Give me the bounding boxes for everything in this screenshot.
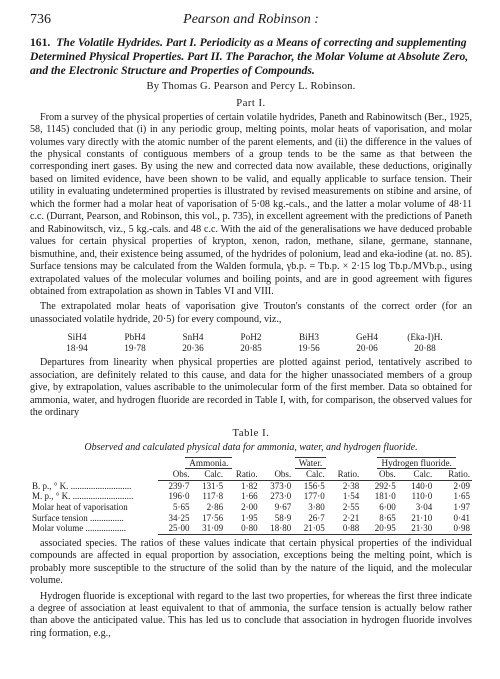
row-label: M. p., ° K. ...........................	[32, 491, 134, 502]
group-header: Hydrogen fluoride.	[361, 457, 472, 470]
trouton-compound: GeH4	[356, 332, 378, 343]
table-cell: 18·80	[260, 523, 294, 534]
trouton-item	[343, 332, 391, 354]
table-row	[30, 502, 472, 513]
table-row	[30, 513, 472, 524]
trouton-value: 19·56	[298, 343, 320, 354]
table-body	[30, 480, 472, 534]
table-cell: 25·00	[158, 523, 192, 534]
group-header: Water.	[260, 457, 362, 470]
table-subtitle: Observed and calculated physical data for ammonia, water, and hydrogen fluoride.	[84, 441, 418, 453]
row-label: Molar heat of vaporisation	[32, 501, 128, 512]
paragraph: Departures from linearity when physical properties are plotted against period, tentatively ascribed to association, are definitely related to this cause, and data for the higher unassociated members of a group give, by extrapolation, values ascribable to the unimolecular form of the first member. Data so obtained for ammonia, water, and hydrogen fluoride are recorded in Table I, with, for comparison, the observed values for the ordinary	[30, 357, 472, 419]
table-cell: 20·95	[361, 523, 397, 534]
table-cell: 239·7	[168, 480, 190, 491]
table-cell: 21·10	[411, 512, 433, 523]
table-cell: 17·56	[202, 512, 224, 523]
trouton-item	[111, 332, 159, 354]
table-cell: 131·5	[202, 480, 224, 491]
trouton-value: 20·88	[414, 343, 436, 354]
paragraph: The extrapolated molar heats of vaporisation give Trouton's constants of the correct order (for an unassociated volatile hydride, 20·5) for every compound, viz.,	[30, 301, 472, 325]
table-cell: 0·80	[225, 523, 260, 534]
table-cell: 3·80	[308, 501, 325, 512]
column-header: Ratio.	[327, 469, 362, 480]
running-title: Pearson and Robinson :	[183, 12, 319, 27]
trouton-compound: BiH3	[299, 332, 319, 343]
table-cell: 3·04	[415, 501, 433, 512]
column-header: Calc.	[293, 469, 327, 480]
table-cell: 140·0	[411, 480, 433, 491]
trouton-value: 19·78	[124, 343, 146, 354]
table-row	[30, 491, 472, 502]
paragraph: Hydrogen fluoride is exceptional with regard to the last two properties, for whereas the first three indicate a degree of association at least equivalent to that of ammonia, the surface tension is actually below rather than above the anticipated value. This has led us to conclude that association in hydrogen fluoride involves ring formation, e.g.,	[30, 590, 472, 639]
trouton-value: 20·36	[182, 343, 204, 354]
table-cell: 8·65	[379, 512, 396, 523]
column-header: Calc.	[398, 469, 434, 480]
table-cell: 0·98	[434, 523, 472, 534]
trouton-compound: SnH4	[182, 332, 204, 343]
column-header: Obs.	[260, 469, 294, 480]
column-header: Ratio.	[225, 469, 260, 480]
table-cell: 2·38	[342, 480, 360, 491]
column-header: Ratio.	[434, 469, 472, 480]
table-row	[30, 523, 472, 534]
table-cell: 21·05	[293, 523, 327, 534]
table-cell: 34·25	[168, 512, 190, 523]
table-cell: 2·55	[342, 501, 360, 512]
table-cell: 2·00	[241, 501, 258, 512]
article-number: 161.	[30, 36, 51, 49]
trouton-value: 20·85	[240, 343, 262, 354]
table-row	[30, 480, 472, 491]
table-cell: 1·54	[342, 491, 360, 502]
table-cell: 177·0	[303, 491, 325, 502]
trouton-compound: PoH2	[240, 332, 262, 343]
table-cell: 5·65	[173, 501, 190, 512]
row-label: Molar volume ..................	[32, 523, 126, 534]
trouton-compound: PbH4	[124, 332, 146, 343]
table-cell: 58·9	[274, 512, 292, 523]
table-cell: 196·0	[168, 491, 190, 502]
trouton-compound: (Eka-I)H.	[407, 332, 443, 343]
table-cell: 156·5	[303, 480, 325, 491]
trouton-value: 18·94	[66, 343, 88, 354]
group-header: Ammonia.	[158, 457, 260, 470]
trouton-item	[285, 332, 333, 354]
table-group-header	[30, 457, 472, 470]
data-table	[30, 457, 472, 535]
table-caption: Table I.	[232, 427, 270, 439]
table-cell: 181·0	[374, 491, 396, 502]
table-cell: 9·67	[274, 501, 292, 512]
trouton-constants-row	[30, 332, 472, 354]
table-cell: 373·0	[270, 480, 292, 491]
table-cell: 1·65	[453, 491, 470, 502]
table-cell: 110·0	[411, 491, 433, 502]
table-cell: 292·5	[374, 480, 396, 491]
page	[30, 12, 472, 640]
trouton-item	[401, 332, 449, 354]
trouton-compound: SiH4	[67, 332, 87, 343]
trouton-value: 20·06	[356, 343, 378, 354]
table-cell: 1·95	[241, 512, 258, 523]
trouton-item	[53, 332, 101, 354]
running-header	[30, 12, 472, 34]
table-cell: 2·09	[453, 480, 470, 491]
table-cell: 0·41	[453, 512, 470, 523]
column-header: Obs.	[361, 469, 397, 480]
column-header: Obs.	[158, 469, 192, 480]
row-label: Surface tension ...............	[32, 512, 124, 523]
table-cell: 1·97	[453, 501, 470, 512]
trouton-item	[227, 332, 275, 354]
row-label: B. p., ° K. ...........................	[32, 480, 132, 491]
article-title-block	[30, 36, 472, 79]
table-cell: 21·30	[398, 523, 434, 534]
column-header: Calc.	[192, 469, 226, 480]
table-cell: 2·21	[342, 512, 360, 523]
table-column-header	[30, 469, 472, 480]
article-title: The Volatile Hydrides. Part I. Periodicity as a Means of correcting and supplementing Determined Physical Properties. Part II. The Parachor, the Molar Volume at Absolute Zero, and the Electronic Structure and Properties of Compounds.	[30, 36, 469, 78]
table-cell: 1·66	[241, 491, 258, 502]
trouton-item	[169, 332, 217, 354]
table-cell: 2·86	[206, 501, 224, 512]
page-number: 736	[30, 12, 51, 27]
byline: By Thomas G. Pearson and Percy L. Robinson.	[146, 80, 356, 92]
table-cell: 31·09	[192, 523, 226, 534]
table-cell: 26·7	[308, 512, 325, 523]
table-cell: 273·0	[270, 491, 292, 502]
table-cell: 6·00	[379, 501, 396, 512]
table-cell: 1·82	[241, 480, 258, 491]
paragraph: associated species. The ratios of these values indicate that certain physical properties of the individual compounds are affected in equal proportion by association, exceptions being the melting point, which is probably more susceptible to the structure of the solid than by the nature of the liquid, and the molecular volume.	[30, 537, 472, 587]
paragraph: From a survey of the physical properties of certain volatile hydrides, Paneth and Rabinowitsch (Ber., 1925, 58, 1145) concluded that (i) in any periodic group, melting points, molar heats of vaporisation, and molar volumes vary directly with the atomic number of the parent elements, and (ii) the difference in the values of the physical constants of contiguous members of a group tends to be the same as that between the corresponding inert gases. By using the new and corrected data now available, these deductions, originally based on limited evidence, have been shown to be valid, and equally applicable to surface tension. Their utility in evaluating undetermined properties is illustrated by revised measurements on stibine and arsine, of which the former had a molar heat of vaporisation of 5·08 kg.-cals., and the latter a molar volume of 48·11 c.c. (Durrant, Pearson, and Robinson, this vol., p. 735), in excellent agreement with the predictions of Paneth and Rabinowitsch, viz., 5 kg.-cals. and 48 c.c. With the aid of the generalisations we have deduced probable values for certain physical properties of krypton, xenon, radon, methane, silane, germane, stannane, bismuthine, and, their existence being assumed, of the hydrides of polonium, lead and eka-iodine (at. no. 85). Surface tensions may be calculated from the Walden formula, γb.p. = Tb.p. × 2·15 log Tb.p./MVb.p., using extrapolated values of the molecular volumes and boiling points, and are in good agreement with figures obtained from extrapolation as shown in Tables VI and VIII.	[30, 111, 472, 297]
part-heading: Part I.	[236, 97, 266, 109]
table-cell: 117·8	[202, 491, 224, 502]
table-cell: 0·88	[327, 523, 362, 534]
